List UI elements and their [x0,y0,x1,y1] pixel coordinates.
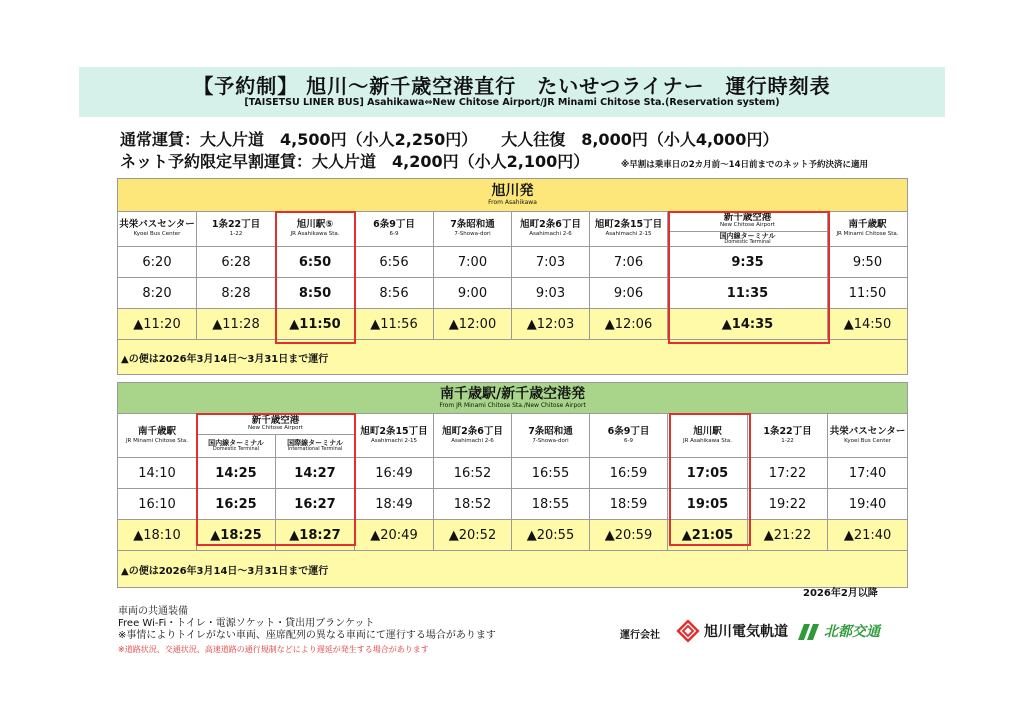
outbound-stop-header [118,212,908,247]
departure-time: 16:10 [118,489,197,520]
inbound-header [118,383,908,414]
departure-time: 7:03 [512,247,590,278]
stop-header-airport [668,212,828,247]
departure-time: 9:50 [828,247,908,278]
text-label: 国内線ターミナル [208,438,264,447]
departure-time: 18:52 [434,489,512,520]
departure-time: ▲12:00 [434,309,512,340]
stop-header [590,414,668,458]
text-label: 7-Showa-dori [454,231,491,238]
stop-header [118,212,197,247]
text-label: 6-9 [389,231,399,238]
departure-time: ▲12:06 [590,309,668,340]
stop-header [512,212,590,247]
outbound-title: 旭川発 [491,183,534,199]
company2-name: 北都交通 [824,624,880,640]
text-label: 6条9丁目 [373,219,415,231]
outbound-note: ▲の便は2026年3月14日～3月31日まで運行 [118,340,908,375]
timetable-row [118,458,908,489]
text-label: 1-22 [229,231,243,238]
departure-time: ▲21:40 [828,520,908,551]
departure-time: ▲11:56 [355,309,434,340]
outbound-title-en: From Asahikawa [488,199,537,206]
text-label: Asahimachi 2-6 [529,231,572,238]
departure-time: 14:27 [276,458,355,489]
departure-time: ▲12:03 [512,309,590,340]
text-label: Domestic Terminal [212,446,260,453]
text-label: 旭川駅 [693,425,722,437]
departure-time: ▲11:28 [197,309,276,340]
inbound-timetable [117,382,908,588]
inbound-note: ▲の便は2026年3月14日～3月31日まで運行 [118,551,908,588]
stop-header [355,414,434,458]
departure-time: ▲18:10 [118,520,197,551]
departure-time: ▲11:20 [118,309,197,340]
text-label: New Chitose Airport [248,425,303,432]
regular-fare: 通常運賃：大人片道 4,500円（小人2,250円） 大人往復 8,000円（小人4,000円） [120,130,779,149]
departure-time: 16:52 [434,458,512,489]
text-label: 国際線ターミナル [287,438,343,447]
asahikawa-denki-kido-logo [676,618,786,644]
text-label: 1-22 [781,437,794,444]
stop-header [828,212,908,247]
departure-time: ▲20:59 [590,520,668,551]
departure-time: 11:50 [828,278,908,309]
text-label: 旭川駅⑤ [296,219,334,231]
text-label: 7条昭和通 [450,219,495,231]
operator-label: 運行会社 [620,630,660,641]
text-label: 共栄バスセンター [829,425,906,437]
company1-name: 旭川電気軌道 [704,624,788,640]
text-label: JR Asahikawa Sta. [682,437,733,444]
departure-time: ▲11:50 [276,309,355,340]
stop-header [668,414,748,458]
text-label: 7条昭和通 [528,425,573,437]
departure-time: ▲21:22 [748,520,828,551]
departure-time: 16:59 [590,458,668,489]
departure-time: 8:50 [276,278,355,309]
text-label: International Terminal [287,446,343,453]
text-label: 旭町2条15丁目 [594,219,663,231]
equipment-list: Free Wi-Fi・トイレ・電源ソケット・貸出用ブランケット [118,618,375,629]
inbound-title-en: From JR Minami Chitose Sta./New Chitose Airport [439,402,586,409]
departure-time: 17:40 [828,458,908,489]
text-label: 南千歳駅 [137,425,176,437]
text-label: 旭町2条6丁目 [442,425,503,437]
departure-time: 18:55 [512,489,590,520]
departure-time: ▲20:55 [512,520,590,551]
text-label: 6-9 [624,437,633,444]
departure-time: 14:25 [197,458,276,489]
stop-header [748,414,828,458]
hokuto-kotsu-logo [796,618,906,644]
departure-time: 17:22 [748,458,828,489]
early-fare-note: ※早割は乗車日の2カ月前～14日前までのネット予約決済に適用 [621,160,869,170]
stop-header [197,212,276,247]
departure-time: 16:25 [197,489,276,520]
text-label: 旭町2条6丁目 [520,219,581,231]
equipment-title: 車両の共通装備 [118,606,188,617]
text-label: 共栄バスセンター [119,219,195,231]
outbound-header [118,179,908,212]
timetable-row [118,247,908,278]
departure-time: ▲20:49 [355,520,434,551]
departure-time: 11:35 [668,278,828,309]
timetable-row [118,278,908,309]
departure-time: ▲21:05 [668,520,748,551]
stop-header-international [276,435,355,458]
departure-time: 8:28 [197,278,276,309]
departure-time: 14:10 [118,458,197,489]
diamond-icon [676,619,700,643]
outbound-timetable [117,178,908,375]
departure-time: 16:27 [276,489,355,520]
departure-time: 6:56 [355,247,434,278]
departure-time: 9:35 [668,247,828,278]
stop-header-airport-group [197,414,355,435]
departure-time: ▲14:50 [828,309,908,340]
stop-header [828,414,908,458]
text-label: 国内線ターミナル [719,231,776,240]
text-label: Kyoei Bus Center [133,231,181,238]
stop-header [590,212,668,247]
text-label: JR Asahikawa Sta. [290,231,340,238]
timetable-row-seasonal [118,520,908,551]
text-label: 6条9丁目 [607,425,650,437]
page-subtitle: [TAISETSU LINER BUS] Asahikawa⇔New Chitose Airport/JR Minami Chitose Sta.(Reservation system) [244,97,780,108]
text-label: 7-Showa-dori [532,437,569,444]
text-label: Domestic Terminal [724,238,771,245]
text-label: Kyoei Bus Center [844,437,891,444]
early-fare: ネット予約限定早割運賃：大人片道 4,200円（小人2,100円） [120,152,590,171]
departure-time: ▲14:35 [668,309,828,340]
effective-date: 2026年2月以降 [803,588,878,599]
stop-header [355,212,434,247]
departure-time: 18:59 [590,489,668,520]
text-label: JR Minami Chitose Sta. [125,437,189,444]
stop-header [118,414,197,458]
text-label: 新千歳空港 [251,415,300,427]
departure-time: 16:55 [512,458,590,489]
text-label: 旭町2条15丁目 [360,425,428,437]
departure-time: 19:05 [668,489,748,520]
departure-time: 17:05 [668,458,748,489]
equipment-note: ※事情によりトイレがない車両、座席配列の異なる車両にて運行する場合があります [118,630,496,641]
stripes-icon [796,622,824,642]
page-title: 【予約制】 旭川～新千歳空港直行 たいせつライナー 運行時刻表 [193,74,831,98]
stop-header [434,414,512,458]
departure-time: ▲20:52 [434,520,512,551]
departure-time: 16:49 [355,458,434,489]
text-label: Asahimachi 2-15 [605,231,652,238]
departure-time: 19:40 [828,489,908,520]
inbound-title: 南千歳駅/新千歳空港発 [440,386,586,402]
text-label: JR Minami Chitose Sta. [836,231,899,238]
departure-time: 8:56 [355,278,434,309]
delay-note: ※道路状況、交通状況、高速道路の通行規制などにより遅延が発生する場合があります [118,645,429,654]
departure-time: 6:28 [197,247,276,278]
departure-time: 8:20 [118,278,197,309]
departure-time: 9:00 [434,278,512,309]
text-label: 1条22丁目 [211,219,261,231]
departure-time: ▲18:25 [197,520,276,551]
departure-time: 18:49 [355,489,434,520]
departure-time: ▲18:27 [276,520,355,551]
departure-time: 9:06 [590,278,668,309]
text-label: New Chitose Airport [720,221,775,228]
departure-time: 19:22 [748,489,828,520]
timetable-row [118,489,908,520]
stop-header [434,212,512,247]
stop-header-domestic [197,435,276,458]
text-label: 新千歳空港 [723,211,772,223]
text-label: 南千歳駅 [848,219,887,231]
stop-header [512,414,590,458]
departure-time: 6:50 [276,247,355,278]
departure-time: 7:06 [590,247,668,278]
text-label: 1条22丁目 [763,425,812,437]
timetable-row-seasonal [118,309,908,340]
text-label: Asahimachi 2-6 [451,437,494,444]
departure-time: 7:00 [434,247,512,278]
stop-header [276,212,355,247]
departure-time: 9:03 [512,278,590,309]
departure-time: 6:20 [118,247,197,278]
text-label: Asahimachi 2-15 [370,437,417,444]
